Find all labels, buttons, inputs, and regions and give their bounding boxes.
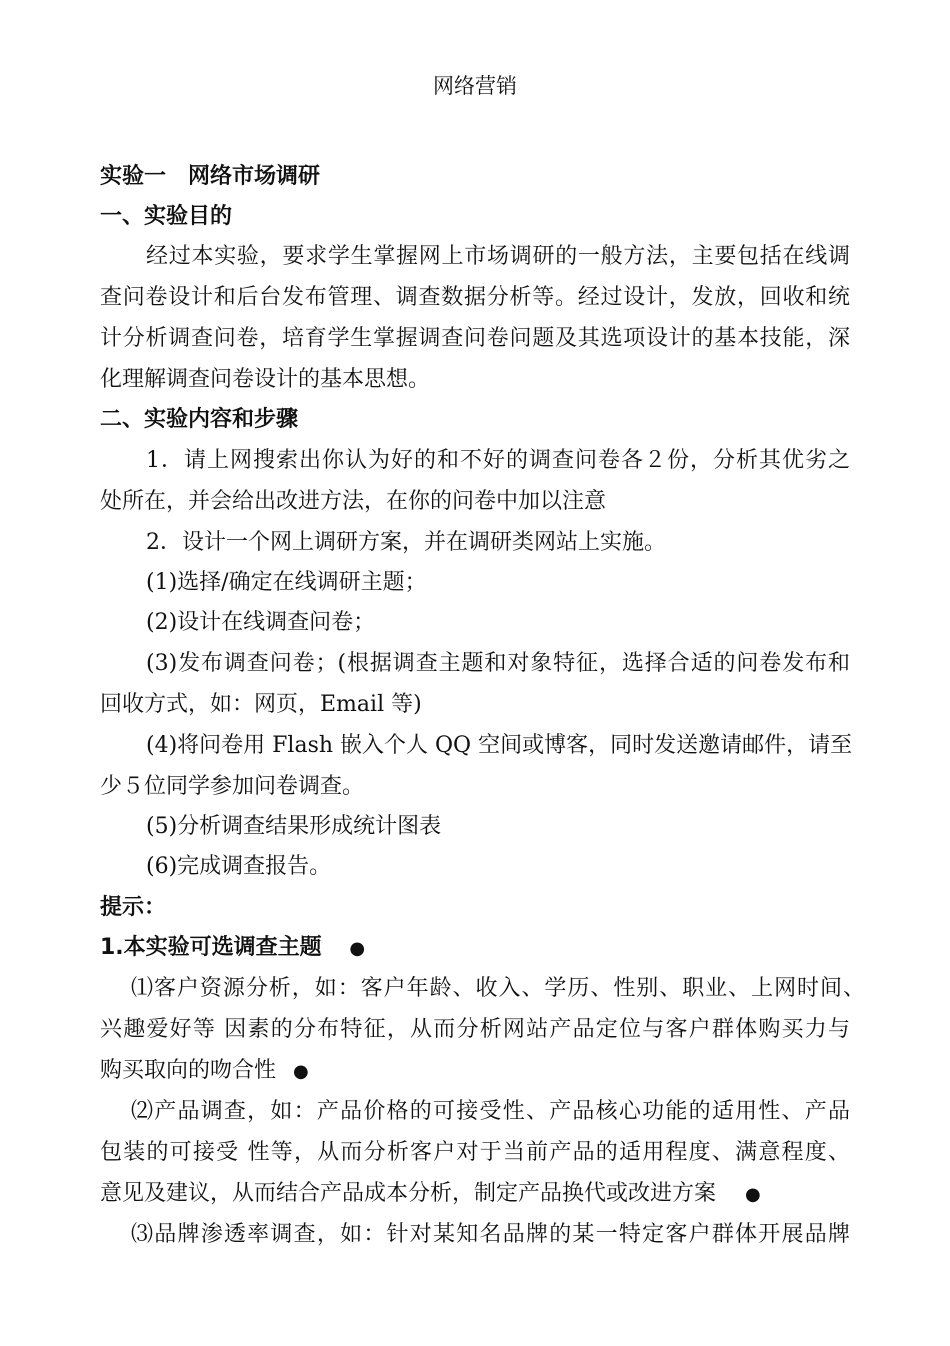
bullet-icon: ● [293, 1061, 309, 1082]
topic-1-line-last [100, 1057, 309, 1086]
step-1-line: 1．请上网搜索出你认为好的和不好的调查问卷各２份，分析其优劣之 [146, 448, 850, 473]
step-1-line: 处所在，并会给出改进方法，在你的问卷中加以注意 [100, 489, 607, 514]
topics-heading [100, 934, 365, 963]
section-1-heading: 一、实验目的 [100, 204, 233, 229]
topics-heading-text: 1.本实验可选调查主题 [100, 935, 322, 960]
paragraph-line: 经过本实验，要求学生掌握网上市场调研的一般方法，主要包括在线调 [146, 244, 850, 269]
substep-2: (2)设计在线调查问卷； [146, 610, 376, 635]
substep-3-line: 回收方式，如：网页，Email 等) [100, 692, 422, 717]
substep-1: (1)选择/确定在线调研主题； [146, 570, 427, 595]
section-2-heading: 二、实验内容和步骤 [100, 407, 299, 432]
substep-6: (6)完成调查报告。 [146, 854, 332, 879]
page-header-title: 网络营销 [433, 74, 517, 98]
substep-4-line: 少５位同学参加问卷调查。 [100, 774, 365, 799]
paragraph-line: 查问卷设计和后台发布管理、调查数据分析等。经过设计，发放，回收和统 [100, 285, 850, 310]
experiment-title: 实验一 网络市场调研 [100, 164, 321, 189]
topic-2-line: ⑵产品调查，如：产品价格的可接受性、产品核心功能的适用性、产品 [131, 1099, 850, 1124]
topic-2-line-last [100, 1180, 761, 1209]
substep-3-line: (3)发布调查问卷；(根据调查主题和对象特征，选择合适的问卷发布和 [146, 651, 850, 676]
paragraph-line: 化理解调查问卷设计的基本思想。 [100, 367, 431, 392]
topic-1-line: 兴趣爱好等 因素的分布特征，从而分析网站产品定位与客户群体购买力与 [100, 1017, 850, 1042]
topic-2-line: 包装的可接受 性等，从而分析客户对于当前产品的适用程度、满意程度、 [100, 1140, 850, 1165]
topic-1-text: 购买取向的吻合性 [100, 1058, 277, 1083]
bullet-icon: ● [349, 938, 366, 959]
paragraph-line: 计分析调查问卷，培育学生掌握调查问卷问题及其选项设计的基本技能，深 [100, 326, 850, 351]
topic-1-line: ⑴客户资源分析，如：客户年龄、收入、学历、性别、职业、上网时间、 [131, 976, 865, 1001]
bullet-icon: ● [745, 1184, 761, 1205]
substep-4-line: (4)将问卷用 Flash 嵌入个人 QQ 空间或博客，同时发送邀请邮件，请至 [146, 733, 853, 758]
substep-5: (5)分析调查结果形成统计图表 [146, 814, 442, 839]
hint-heading: 提示： [100, 895, 167, 920]
topic-3-line: ⑶品牌渗透率调查，如：针对某知名品牌的某一特定客户群体开展品牌 [131, 1222, 850, 1247]
step-2-line: 2．设计一个网上调研方案，并在调研类网站上实施。 [146, 530, 666, 555]
topic-2-text: 意见及建议，从而结合产品成本分析，制定产品换代或改进方案 [100, 1181, 717, 1206]
